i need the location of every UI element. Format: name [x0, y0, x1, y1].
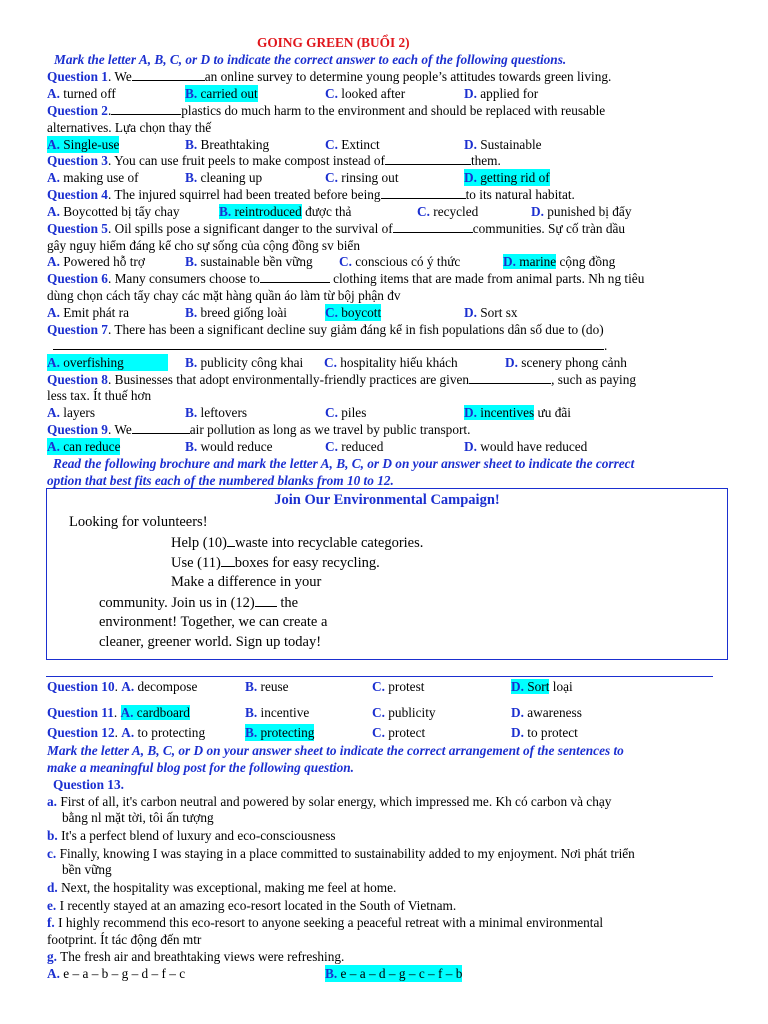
option-text: protecting — [260, 725, 315, 740]
option-text: to protecting — [137, 725, 206, 740]
option-text: carried out — [200, 86, 258, 101]
option-text: conscious có ý thức — [355, 254, 461, 269]
answer-blank — [111, 102, 181, 115]
option-c-selected[interactable] — [325, 304, 381, 321]
option-letter: D. — [464, 439, 477, 454]
question-3-options — [0, 169, 768, 186]
blank-label: Use (11) — [171, 555, 221, 571]
option-text: overfishing — [63, 355, 124, 370]
question-2-options — [0, 136, 768, 153]
option-text: would reduce — [200, 439, 273, 454]
option-letter: B. — [185, 170, 198, 185]
option-letter: C. — [324, 355, 337, 370]
answer-blank-line: . — [53, 337, 607, 354]
question-1-options — [0, 85, 768, 102]
sentence-letter: a. — [47, 794, 57, 809]
answer-blank — [393, 220, 473, 233]
question-8-text: Question 8. Businesses that adopt environmentally-friendly practices are given , such as paying — [47, 372, 637, 387]
option-b[interactable] — [185, 438, 273, 455]
question-4 — [0, 186, 768, 203]
option-a[interactable]: Question 10. A. decompose — [47, 679, 198, 694]
question-label: Question 12 — [47, 725, 115, 740]
question-2-line2 — [0, 119, 768, 136]
sentence-letter: c. — [47, 846, 57, 861]
option-letter: A. — [121, 679, 135, 694]
option-letter: A. — [47, 86, 60, 101]
page-title: GOING GREEN (BUỔI 2) — [257, 35, 410, 50]
answer-blank — [260, 270, 330, 283]
option-text: sustainable bền vững — [200, 254, 313, 269]
question-label: Question 13. — [53, 777, 124, 792]
question-stem: alternatives. Lựa chọn thay thế — [47, 120, 212, 135]
option-text: to protect — [527, 725, 578, 740]
option-letter: C. — [372, 679, 385, 694]
option-text: marine — [519, 254, 557, 269]
answer-blank — [469, 371, 551, 384]
option-text: awareness — [527, 705, 582, 720]
option-text: hospitality hiếu khách — [340, 355, 458, 370]
sentence-b — [0, 827, 768, 844]
option-letter: A. — [47, 137, 60, 152]
answer-blank — [227, 534, 235, 547]
option-text: breed giống loài — [200, 305, 287, 320]
option-d-selected[interactable] — [511, 678, 573, 695]
option-letter: B. — [185, 305, 198, 320]
sentence-a — [0, 793, 768, 810]
question-13-options — [0, 965, 768, 982]
question-label: Question 2 — [47, 103, 108, 118]
option-b-selected[interactable] — [245, 724, 314, 741]
question-5 — [0, 220, 768, 237]
option-letter: B. — [245, 705, 258, 720]
sentence-g-text — [47, 948, 344, 965]
option-text: applied for — [480, 86, 539, 101]
question-11 — [0, 704, 768, 721]
option-letter: A. — [47, 204, 60, 219]
sentence-f-line2 — [0, 931, 768, 948]
option-letter: C. — [339, 254, 352, 269]
brochure-title: Join Our Environmental Campaign! — [274, 492, 500, 508]
sentence-text: bền vững — [62, 862, 112, 877]
sentence-f-text — [47, 914, 603, 931]
question-stem: Many consumers choose to — [114, 271, 260, 286]
option-letter: B. — [245, 725, 258, 740]
question-stem: dùng chọn cách tẩy chay các mặt hàng quần áo làm từ bộj phận đv — [47, 288, 401, 303]
option-a[interactable] — [47, 85, 116, 102]
option-letter: A. — [47, 355, 60, 370]
instruction-text: option that best fits each of the numbered blanks from 10 to 12. — [47, 473, 394, 488]
question-3-text: Question 3. You can use fruit peels to make compost instead of them. — [47, 153, 501, 168]
question-12 — [0, 724, 768, 741]
option-text: piles — [341, 405, 367, 420]
option-text: incentive — [260, 705, 310, 720]
question-7 — [0, 321, 768, 338]
option-letter: C. — [417, 204, 430, 219]
option-letter: A. — [47, 405, 60, 420]
option-letter: B. — [185, 254, 198, 269]
question-4-text: Question 4. The injured squirrel had been treated before being to its natural habitat. — [47, 187, 575, 202]
option-text: Sort — [527, 679, 550, 694]
option-letter: B. — [185, 405, 198, 420]
question-label: Question 1 — [47, 69, 108, 84]
option-text: making use of — [63, 170, 139, 185]
sentence-letter: e. — [47, 898, 57, 913]
option-letter: D. — [531, 204, 544, 219]
option-letter: D. — [464, 405, 477, 420]
option-a[interactable] — [47, 169, 139, 186]
question-label: Question 9 — [47, 422, 108, 437]
option-letter: D. — [464, 305, 477, 320]
sentence-text: First of all, it's carbon neutral and powered by solar energy, which impressed me. Kh có carbon và chạy — [60, 794, 612, 809]
sentence-e — [0, 897, 768, 914]
option-note: ưu đãi — [537, 405, 571, 420]
option-text: turned off — [63, 86, 116, 101]
option-letter: B. — [185, 355, 198, 370]
question-label: Question 6 — [47, 271, 108, 286]
sentence-c — [0, 845, 768, 862]
option-d[interactable] — [464, 438, 587, 455]
option-text: rinsing out — [341, 170, 399, 185]
option-text: publicity công khai — [200, 355, 304, 370]
option-a-selected[interactable]: Question 11. A. cardboard — [47, 705, 190, 720]
option-letter: C. — [325, 170, 338, 185]
option-letter: A. — [120, 705, 134, 720]
question-7-blank-line — [0, 337, 768, 354]
option-note: loại — [552, 679, 573, 694]
option-c[interactable] — [372, 704, 436, 721]
sentence-b-text — [47, 827, 336, 844]
option-b[interactable] — [185, 404, 247, 421]
question-1 — [0, 68, 768, 85]
question-stem: communities. Sự cố tràn dầu — [472, 221, 626, 236]
option-d[interactable] — [531, 203, 631, 220]
question-7-text: Question 7. There has been a significant decline suy giảm đáng kể in fish populations dân số due to (do) — [47, 322, 604, 337]
option-text: reduced — [341, 439, 384, 454]
sentence-d-text — [47, 879, 396, 896]
question-stem: We — [114, 69, 132, 84]
question-6-options — [0, 304, 768, 321]
option-letter: D. — [464, 170, 477, 185]
option-text: reintroduced — [234, 204, 302, 219]
option-letter: C. — [372, 705, 385, 720]
option-c[interactable] — [325, 136, 380, 153]
option-a[interactable] — [47, 404, 95, 421]
sentence-text: footprint. Ít tác động đến mtr — [47, 932, 202, 947]
option-letter: D. — [464, 86, 477, 101]
option-a[interactable]: Question 12. A. to protecting — [47, 725, 206, 740]
option-c[interactable] — [372, 678, 424, 695]
option-letter: A. — [47, 305, 60, 320]
option-b[interactable] — [185, 304, 287, 321]
option-c[interactable] — [325, 438, 383, 455]
option-text: publicity — [388, 705, 436, 720]
sentence-text: Finally, knowing I was staying in a place committed to sustainability added to my enjoyment. Nơi phát triển — [59, 846, 635, 861]
question-stem: There has been a significant decline suy giảm đáng kể in fish populations dân số due to (do) — [114, 322, 604, 337]
option-a[interactable] — [47, 304, 129, 321]
option-b[interactable] — [185, 354, 303, 371]
option-c[interactable] — [324, 354, 458, 371]
instruction-3-line1 — [0, 742, 768, 759]
option-b-selected[interactable] — [325, 965, 462, 982]
brochure-text: waste into recyclable categories. — [234, 535, 424, 551]
option-d[interactable] — [511, 724, 578, 741]
question-stem: , such as paying — [551, 372, 637, 387]
option-d[interactable] — [511, 704, 582, 721]
sentence-d — [0, 879, 768, 896]
answer-blank — [53, 337, 604, 350]
option-letter: C. — [325, 405, 338, 420]
divider — [46, 676, 713, 677]
option-text: reuse — [260, 679, 289, 694]
question-label: Question 7 — [47, 322, 108, 337]
option-letter: A. — [47, 254, 60, 269]
option-text: punished bị đẩy — [547, 204, 632, 219]
instruction-text: make a meaningful blog post for the following question. — [47, 760, 354, 775]
question-stem: gây nguy hiểm đáng kể cho sự sống của cộng đồng sv biển — [47, 238, 360, 253]
option-a-selected[interactable] — [47, 438, 120, 455]
option-text: getting rid of — [480, 170, 550, 185]
option-text: e – a – d – g – c – f – b — [340, 966, 463, 981]
question-2 — [0, 102, 768, 119]
question-9 — [0, 421, 768, 438]
question-stem: air pollution as long as we travel by public transport. — [189, 422, 471, 437]
option-letter: C. — [325, 439, 338, 454]
option-letter: D. — [511, 679, 524, 694]
option-text: decompose — [137, 679, 198, 694]
question-9-options — [0, 438, 768, 455]
sentence-a-text — [47, 793, 611, 810]
question-13 — [0, 776, 768, 793]
option-letter: B. — [185, 439, 198, 454]
question-5-text: Question 5. Oil spills pose a significant danger to the survival of communities. Sự cố tràn dầu — [47, 221, 626, 236]
question-stem: to its natural habitat. — [465, 187, 575, 202]
option-letter: D. — [503, 254, 516, 269]
option-note: cộng đồng — [559, 254, 616, 269]
blank-label: Help (10) — [171, 535, 227, 551]
question-stem: clothing items that are made from animal parts. Nh ng tiêu — [333, 271, 645, 286]
option-b[interactable] — [185, 169, 262, 186]
option-text: Powered hỗ trợ — [63, 254, 145, 269]
sentence-letter: b. — [47, 828, 58, 843]
sentence-letter: g. — [47, 949, 57, 964]
question-label: Question 3 — [47, 153, 108, 168]
option-d[interactable] — [464, 85, 538, 102]
sentence-text: I highly recommend this eco-resort to anyone seeking a peaceful retreat with a minimal environmental — [58, 915, 604, 930]
option-b[interactable] — [185, 136, 269, 153]
question-label: Question 5 — [47, 221, 108, 236]
option-text: can reduce — [63, 439, 121, 454]
option-c[interactable] — [417, 203, 478, 220]
option-c[interactable] — [325, 404, 366, 421]
option-text: Single-use — [63, 137, 120, 152]
sentence-c-text — [47, 845, 635, 862]
instruction-3-line2 — [0, 759, 768, 776]
question-10 — [0, 678, 768, 695]
question-label: Question 10 — [47, 679, 115, 694]
answer-blank — [132, 421, 190, 434]
option-text: incentives — [480, 405, 535, 420]
brochure-line: cleaner, greener world. Sign up today! — [99, 634, 322, 650]
instruction-text: Mark the letter A, B, C, or D to indicate the correct answer to each of the following questions. — [54, 52, 567, 67]
option-d-selected[interactable] — [503, 253, 615, 270]
sentence-a-line2 — [0, 809, 768, 826]
option-b[interactable] — [245, 678, 289, 695]
option-text: scenery phong cảnh — [521, 355, 627, 370]
answer-blank — [255, 594, 277, 607]
option-letter: B. — [325, 966, 338, 981]
sentence-letter: d. — [47, 880, 58, 895]
option-text: leftovers — [200, 405, 248, 420]
question-6-text: Question 6. Many consumers choose to clothing items that are made from animal parts. Nh ng tiêu — [47, 271, 645, 286]
option-a[interactable] — [47, 965, 185, 982]
question-stem: The injured squirrel had been treated before being — [114, 187, 381, 202]
option-text: Boycotted bị tẩy chay — [63, 204, 180, 219]
option-d-selected[interactable] — [464, 404, 571, 421]
option-text: e – a – b – g – d – f – c — [63, 966, 186, 981]
question-2-text: Question 2. plastics do much harm to the environment and should be replaced with reusable — [47, 103, 606, 118]
option-letter: B. — [185, 137, 198, 152]
question-8-line2 — [0, 387, 768, 404]
question-stem: We — [114, 422, 132, 437]
brochure-text: the — [280, 595, 299, 611]
question-5-options — [0, 253, 768, 270]
question-6-line2 — [0, 287, 768, 304]
sentence-text: I recently stayed at an amazing eco-resort located in the South of Vietnam. — [59, 898, 457, 913]
answer-blank — [221, 554, 235, 567]
option-text: protect — [388, 725, 426, 740]
question-label: Question 4 — [47, 187, 108, 202]
option-letter: D. — [464, 137, 477, 152]
option-text: recycled — [433, 204, 479, 219]
option-text: Emit phát ra — [63, 305, 129, 320]
sentence-c-line2 — [0, 861, 768, 878]
option-letter: C. — [325, 137, 338, 152]
brochure-box — [46, 488, 728, 660]
option-letter: A. — [121, 725, 135, 740]
option-a-selected[interactable] — [47, 354, 168, 371]
question-stem: an online survey to determine young people’s attitudes towards green living. — [204, 69, 612, 84]
sentence-text: Next, the hospitality was exceptional, making me feel at home. — [61, 880, 397, 895]
answer-blank — [385, 152, 471, 165]
instruction-2-line1 — [0, 455, 768, 472]
question-stem: Businesses that adopt environmentally-friendly practices are given — [114, 372, 470, 387]
title-line — [0, 34, 768, 51]
brochure-text: boxes for easy recycling. — [234, 555, 380, 571]
option-d-selected[interactable] — [464, 169, 550, 186]
question-1-text: Question 1. We an online survey to determine young people’s attitudes towards green living. — [47, 69, 612, 84]
option-letter: D. — [511, 705, 524, 720]
option-text: boycott — [341, 305, 382, 320]
brochure-line: environment! Together, we can create a — [99, 614, 328, 630]
option-text: Extinct — [341, 137, 380, 152]
sentence-text: The fresh air and breathtaking views were refreshing. — [60, 949, 345, 964]
option-d[interactable] — [464, 304, 518, 321]
option-text: protest — [388, 679, 425, 694]
option-text: cardboard — [136, 705, 190, 720]
option-letter: C. — [325, 86, 338, 101]
question-8 — [0, 371, 768, 388]
option-text: layers — [63, 405, 96, 420]
option-b-selected[interactable] — [185, 85, 258, 102]
option-text: Breathtaking — [200, 137, 270, 152]
question-stem: You can use fruit peels to make compost instead of — [114, 153, 385, 168]
option-letter: A. — [47, 170, 60, 185]
option-letter: D. — [505, 355, 518, 370]
option-letter: B. — [185, 86, 198, 101]
question-5-line2 — [0, 237, 768, 254]
option-b-selected[interactable] — [219, 203, 351, 220]
question-3 — [0, 152, 768, 169]
option-note: được thả — [305, 204, 352, 219]
option-a[interactable] — [47, 203, 180, 220]
instruction-1 — [0, 51, 768, 68]
instruction-text: Read the following brochure and mark the letter A, B, C, or D on your answer sheet to indicate the correct — [53, 456, 635, 471]
option-letter: A. — [47, 439, 60, 454]
option-b[interactable] — [185, 253, 313, 270]
question-9-text: Question 9. We air pollution as long as we travel by public transport. — [47, 422, 471, 437]
sentence-g — [0, 948, 768, 965]
question-stem: them. — [470, 153, 501, 168]
option-c[interactable] — [372, 724, 425, 741]
option-letter: C. — [325, 305, 338, 320]
option-letter: B. — [245, 679, 258, 694]
question-6 — [0, 270, 768, 287]
answer-blank — [132, 68, 205, 81]
question-8-options — [0, 404, 768, 421]
option-c[interactable] — [339, 253, 460, 270]
option-d[interactable] — [505, 354, 627, 371]
option-text: cleaning up — [200, 170, 263, 185]
option-a[interactable] — [47, 253, 145, 270]
question-4-options — [0, 203, 768, 220]
question-stem: less tax. Ít thuế hơn — [47, 388, 152, 403]
question-stem: Oil spills pose a significant danger to the survival of — [114, 221, 393, 236]
option-text: Sort sx — [480, 305, 518, 320]
brochure-line: Looking for volunteers! — [69, 514, 208, 530]
question-7-options — [0, 354, 768, 371]
instruction-2-line2 — [0, 472, 768, 489]
instruction-text: Mark the letter A, B, C, or D on your answer sheet to indicate the correct arrangement of the sentences to — [47, 743, 624, 758]
option-text: Sustainable — [480, 137, 542, 152]
sentence-letter: f. — [47, 915, 55, 930]
answer-blank — [381, 186, 466, 199]
option-c[interactable] — [325, 85, 405, 102]
question-stem: plastics do much harm to the environment and should be replaced with reusable — [181, 103, 606, 118]
brochure-line: Make a difference in your — [171, 574, 322, 590]
brochure-line — [99, 594, 298, 612]
option-letter: B. — [219, 204, 232, 219]
sentence-text: bằng nl mặt tời, tôi ấn tượng — [62, 810, 214, 825]
option-letter: C. — [372, 725, 385, 740]
option-d[interactable] — [464, 136, 542, 153]
question-label: Question 8 — [47, 372, 108, 387]
sentence-f — [0, 914, 768, 931]
option-text: would have reduced — [480, 439, 588, 454]
option-b[interactable] — [245, 704, 309, 721]
option-a-selected[interactable] — [47, 136, 119, 153]
option-c[interactable] — [325, 169, 399, 186]
blank-label: community. Join us in (12) — [99, 595, 255, 611]
question-label: Question 11 — [47, 705, 114, 720]
sentence-e-text — [47, 897, 456, 914]
option-letter: A. — [47, 966, 60, 981]
sentence-text: It's a perfect blend of luxury and eco-consciousness — [61, 828, 336, 843]
brochure-line — [171, 534, 423, 552]
option-text: looked after — [341, 86, 406, 101]
option-letter: D. — [511, 725, 524, 740]
brochure-line — [171, 554, 380, 572]
